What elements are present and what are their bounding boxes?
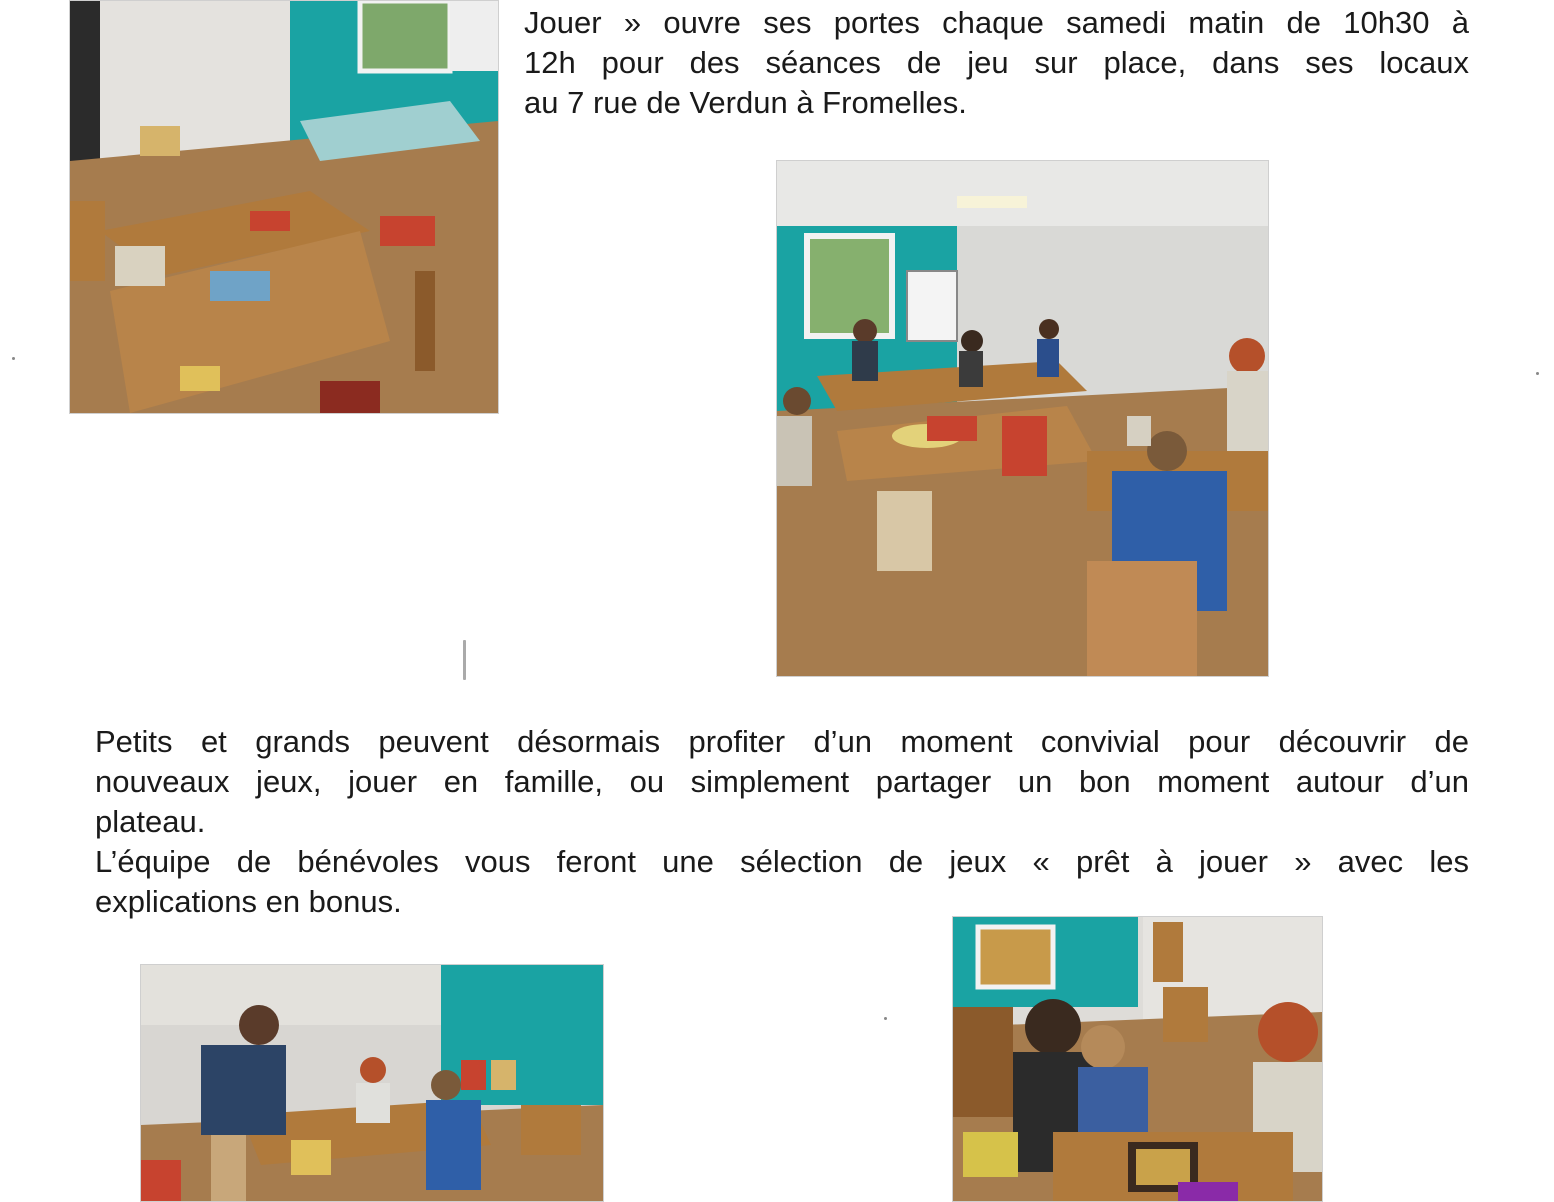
- photo-volunteer-with-kids: [140, 964, 604, 1202]
- main-line: nouveaux jeux, jouer en famille, ou simplement partager un bon moment autour d’un: [95, 764, 1469, 799]
- intro-paragraph: [524, 3, 1469, 123]
- photo-empty-game-room: [69, 0, 499, 414]
- intro-line: Jouer » ouvre ses portes chaque samedi matin de 10h30 à: [524, 5, 1469, 40]
- main-line: explications en bonus.: [95, 884, 402, 919]
- main-line: L’équipe de bénévoles vous feront une sélection de jeux « prêt à jouer » avec les: [95, 844, 1469, 879]
- intro-line: 12h pour des séances de jeu sur place, dans ses locaux: [524, 45, 1469, 80]
- intro-line: au 7 rue de Verdun à Fromelles.: [524, 85, 967, 120]
- scan-speck: [884, 1017, 887, 1020]
- scan-speck: [1536, 372, 1539, 375]
- main-paragraph: [95, 722, 1469, 922]
- photo-family-playing: [952, 916, 1323, 1202]
- main-line: plateau.: [95, 804, 206, 839]
- main-line: Petits et grands peuvent désormais profiter d’un moment convivial pour découvrir de: [95, 724, 1469, 759]
- scan-speck: [463, 640, 466, 680]
- photo-players-at-tables: [776, 160, 1269, 677]
- scan-speck: [12, 357, 15, 360]
